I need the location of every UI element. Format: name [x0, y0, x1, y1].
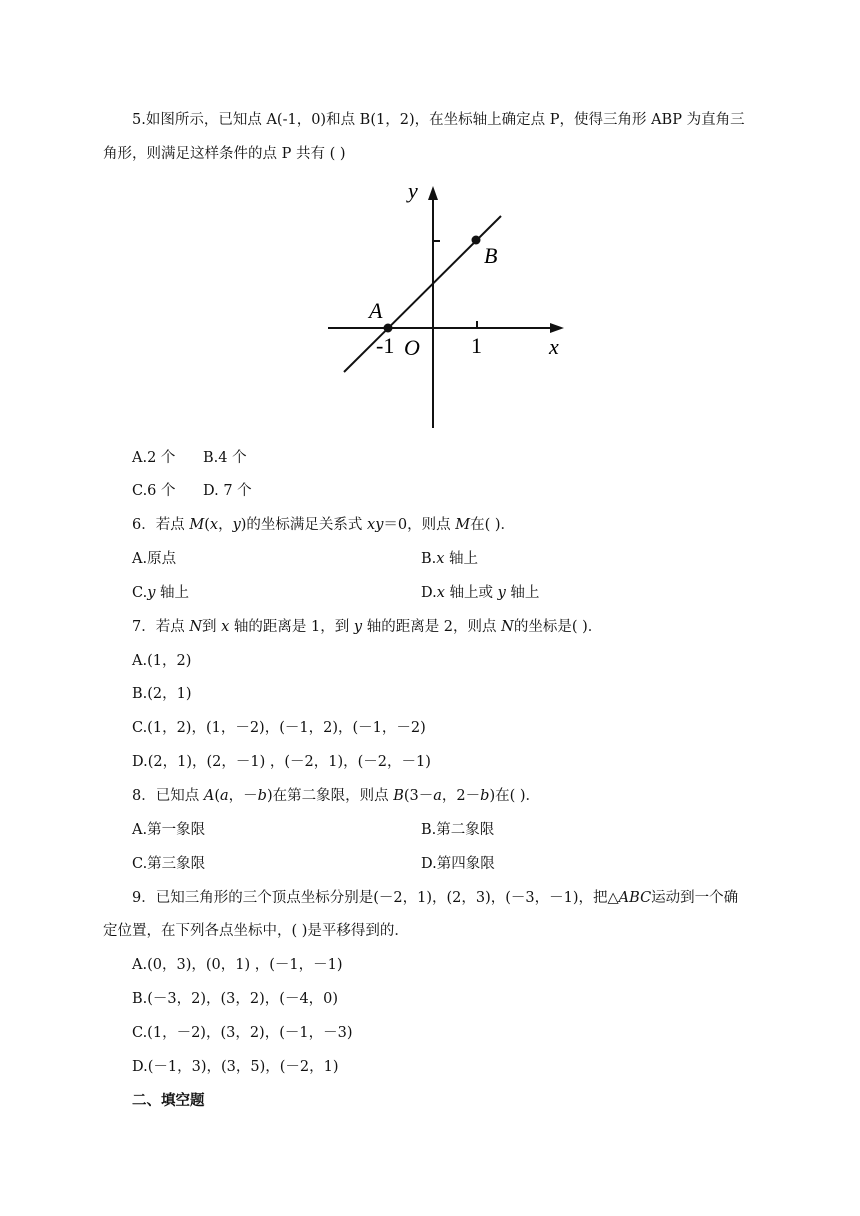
q7-option-c: C.(1，2)，(1，－2)，(－1，2)，(－1，－2)	[132, 720, 426, 736]
q5-option-c: C.6 个	[132, 483, 176, 499]
point-b-label: B	[484, 243, 498, 268]
point-a-label: A	[369, 298, 383, 323]
x-axis-arrow	[550, 323, 564, 333]
y-axis-label: y	[408, 178, 418, 203]
q5-option-b: B.4 个	[203, 450, 247, 466]
q5-text-line1: 5.如图所示，已知点 A(-1，0)和点 B(1，2)，在坐标轴上确定点 P，使得三角形 ABP 为直角三	[132, 112, 745, 128]
q7-option-a: A.(1，2)	[132, 653, 192, 669]
q7-option-d: D.(2，1)，(2，－1) ，(－2，1)，(－2，－1)	[132, 754, 431, 770]
q6-option-c: C.y 轴上	[132, 585, 189, 601]
coordinate-figure	[320, 172, 580, 434]
q8-option-d: D.第四象限	[421, 856, 495, 872]
q6-option-a: A.原点	[132, 551, 177, 567]
point-b	[472, 236, 481, 245]
q6-text: 6．若点 M(x，y)的坐标满足关系式 xy＝0，则点 M在( )．	[132, 517, 516, 533]
q7-text: 7．若点 N到 x 轴的距离是 1，到 y 轴的距离是 2，则点 N的坐标是( )．	[132, 619, 603, 635]
x-tick-label-neg1: -1	[376, 333, 395, 358]
x-axis-label: x	[549, 334, 559, 359]
section-title: 二、填空题	[132, 1093, 205, 1109]
q9-text-line1: 9．已知三角形的三个顶点坐标分别是(－2，1)，(2，3)，(－3，－1)，把△ABC运动到一个确	[132, 890, 739, 906]
x-tick-label-1: 1	[471, 333, 482, 358]
q5-option-d: D. 7 个	[203, 483, 252, 499]
origin-label: O	[404, 335, 420, 360]
q9-option-c: C.(1，－2)，(3，2)，(－1，－3)	[132, 1025, 353, 1041]
q8-option-b: B.第二象限	[421, 822, 495, 838]
q5-text-line2: 角形，则满足这样条件的点 P 共有 ( )	[103, 146, 346, 162]
q8-text: 8．已知点 A(a，－b)在第二象限，则点 B(3－a，2－b)在( )．	[132, 788, 541, 804]
y-axis-arrow	[428, 186, 438, 200]
q9-option-d: D.(－1，3)，(3，5)，(－2，1)	[132, 1059, 339, 1075]
q7-option-b: B.(2，1)	[132, 686, 192, 702]
point-a	[384, 324, 393, 333]
q8-option-c: C.第三象限	[132, 856, 206, 872]
q9-text-line2: 定位置，在下列各点坐标中，( )是平移得到的．	[103, 923, 409, 939]
q6-option-b: B.x 轴上	[421, 551, 479, 567]
q6-option-d: D.x 轴上或 y 轴上	[421, 585, 540, 601]
q9-option-b: B.(－3，2)，(3，2)，(－4，0)	[132, 991, 339, 1007]
q9-option-a: A.(0，3)，(0，1) ，(－1，－1)	[132, 957, 343, 973]
q8-option-a: A.第一象限	[132, 822, 206, 838]
q5-option-a: A.2 个	[132, 450, 176, 466]
